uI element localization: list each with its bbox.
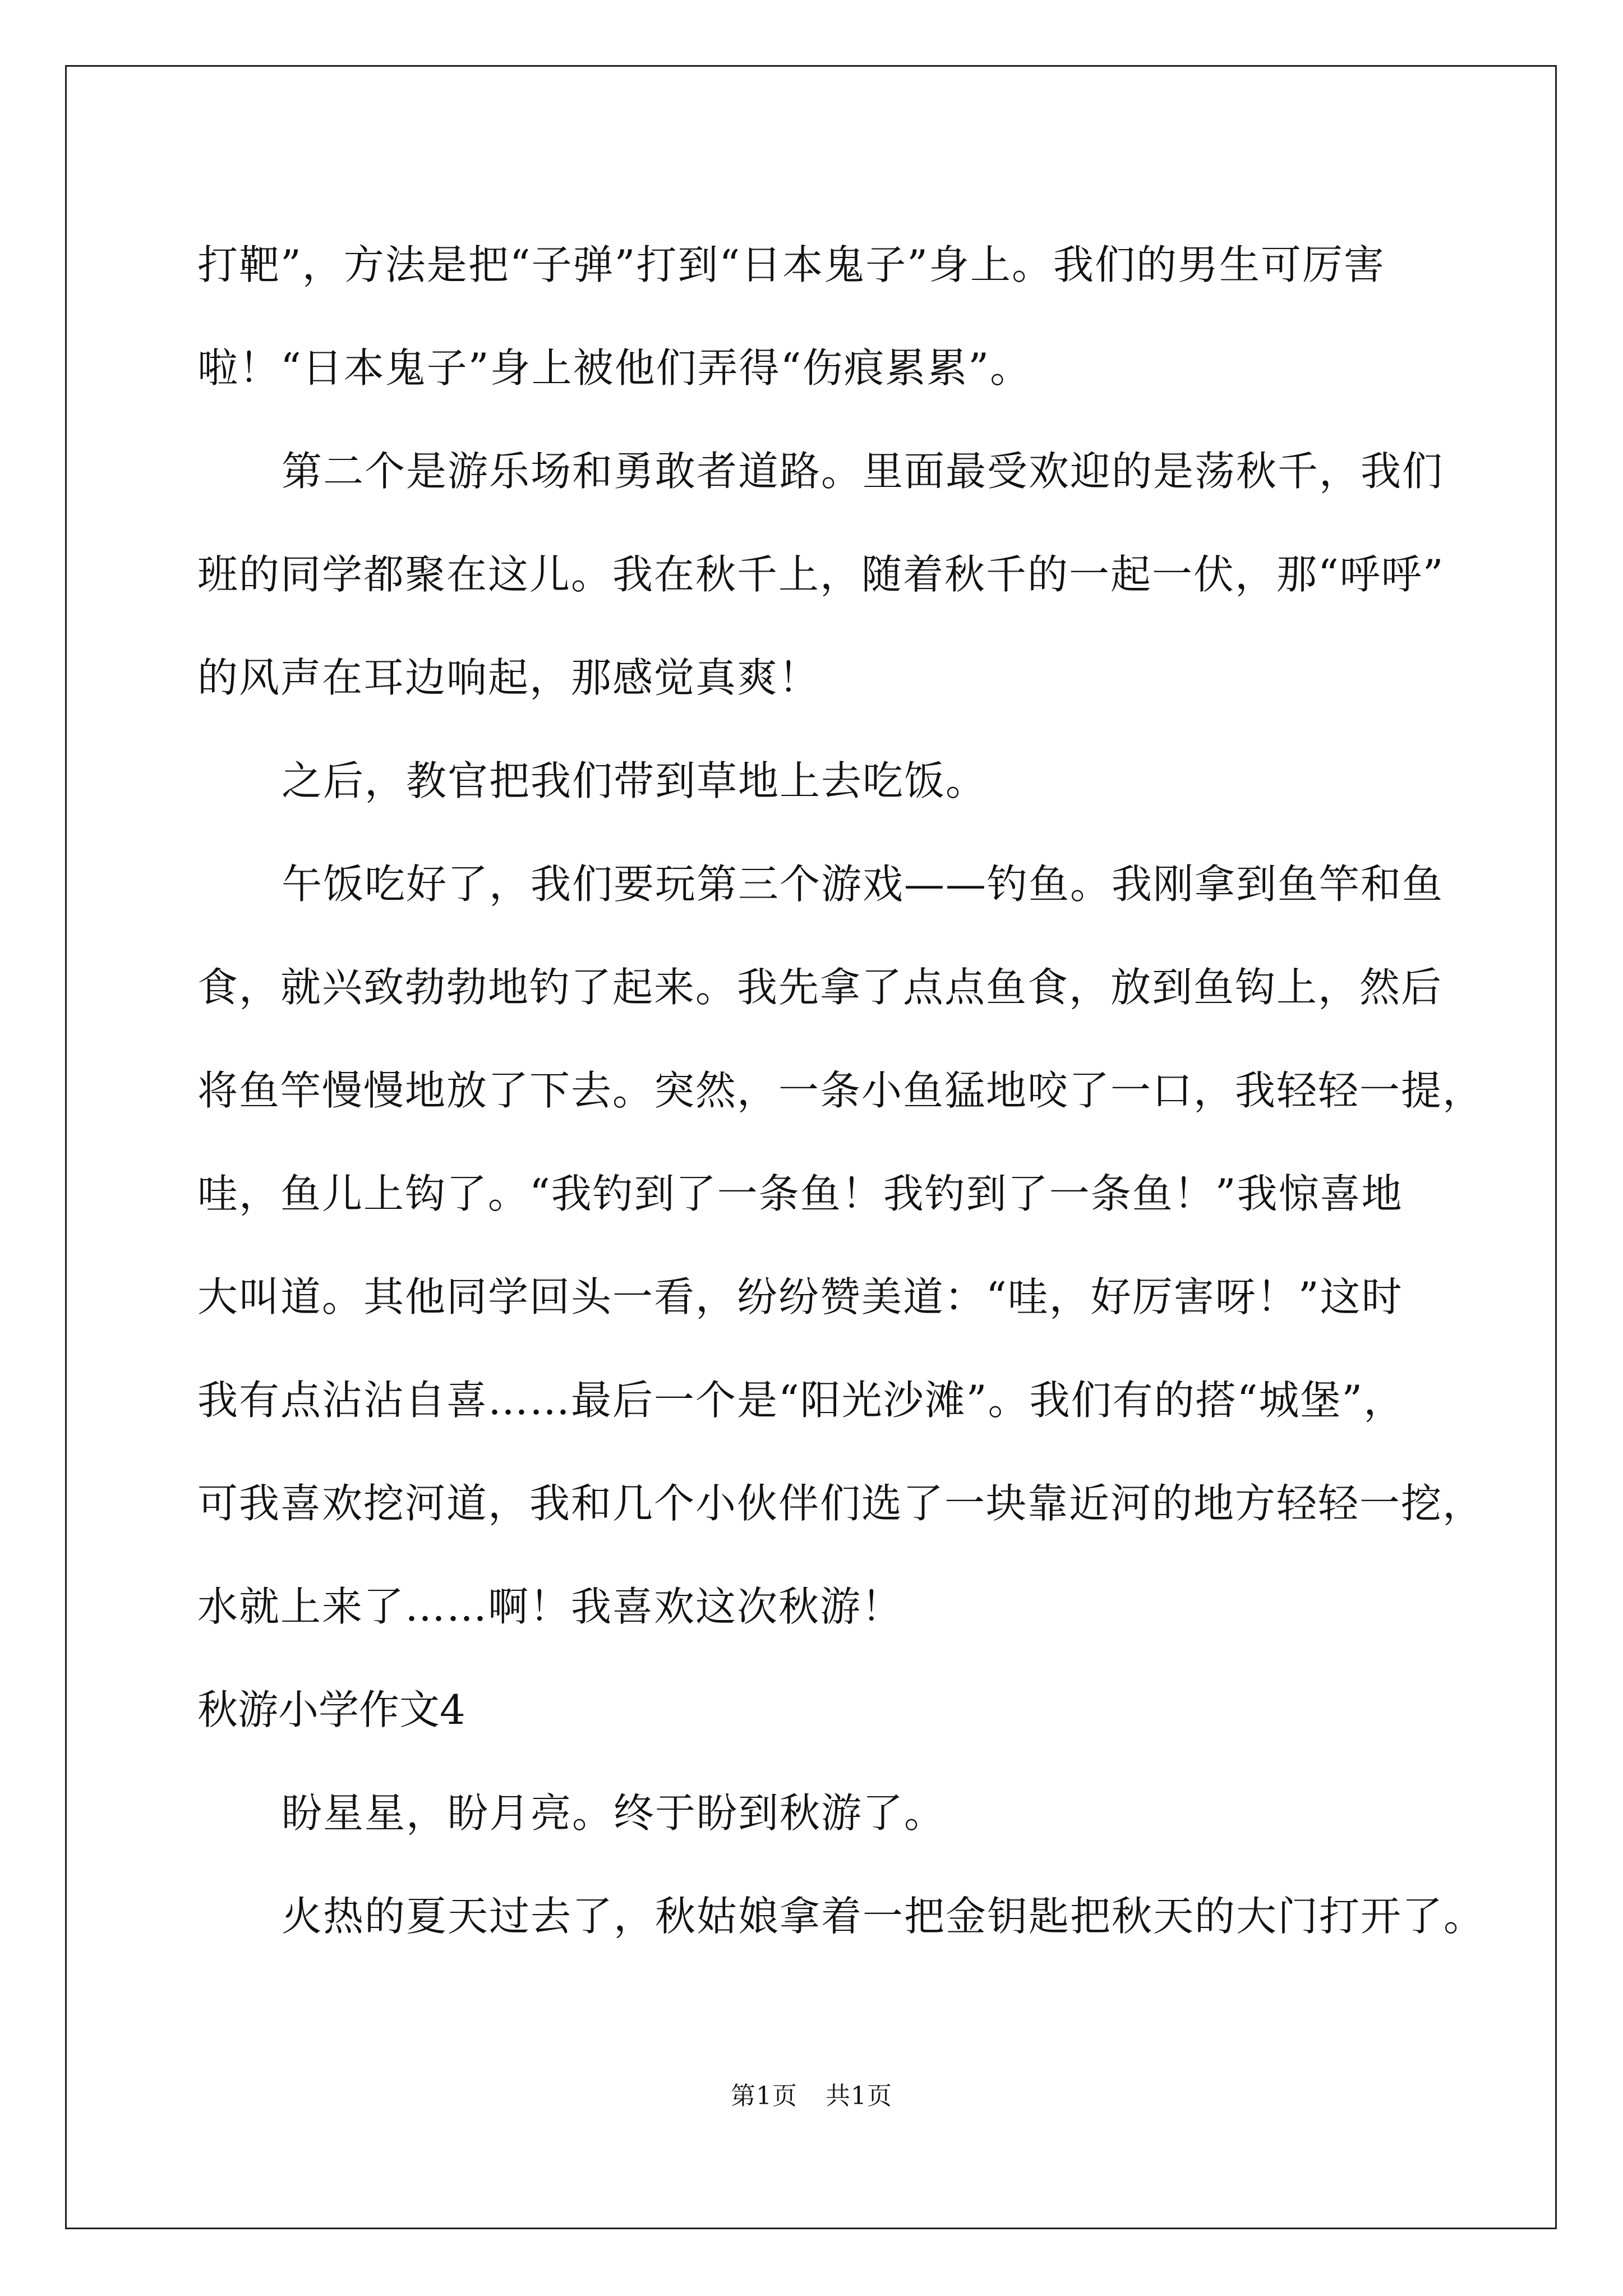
paragraph-line: 班的同学都聚在这儿。我在秋千上，随着秋千的一起一伏，那“呼呼”: [197, 551, 1445, 598]
paragraph-line: 第二个是游乐场和勇敢者道路。里面最受欢迎的是荡秋千，我们: [282, 448, 1444, 495]
paragraph-line: 啦！“日本鬼子”身上被他们弄得“伤痕累累”。: [197, 344, 1032, 392]
page-number: 第1页: [731, 2082, 797, 2110]
paragraph-line: 大叫道。其他同学回头一看，纷纷赞美道：“哇，好厉害呀！”这时: [197, 1273, 1403, 1320]
document-body: [197, 213, 1486, 1968]
paragraph-line: 打靶”，方法是把“子弹”打到“日本鬼子”身上。我们的男生可厉害: [197, 241, 1386, 288]
paragraph-line: 我有点沾沾自喜……最后一个是“阳光沙滩”。我们有的搭“城堡”，: [197, 1377, 1405, 1424]
section-heading: 秋游小学作文4: [197, 1686, 465, 1733]
page-total: 共1页: [826, 2082, 892, 2110]
page-footer: [0, 2076, 1623, 2111]
paragraph-line: 将鱼竿慢慢地放了下去。突然，一条小鱼猛地咬了一口，我轻轻一提，: [197, 1067, 1484, 1114]
paragraph-line: 可我喜欢挖河道，我和几个小伙伴们选了一块靠近河的地方轻轻一挖，: [197, 1480, 1484, 1527]
paragraph-line: 的风声在耳边响起，那感觉真爽！: [197, 654, 820, 701]
paragraph-line: 之后，教官把我们带到草地上去吃饭。: [282, 757, 988, 804]
paragraph-line: 午饭吃好了，我们要玩第三个游戏——钓鱼。我刚拿到鱼竿和鱼: [282, 861, 1444, 908]
paragraph-line: 火热的夏天过去了，秋姑娘拿着一把金钥匙把秋天的大门打开了。: [282, 1893, 1486, 1940]
paragraph-line: 哇，鱼儿上钩了。“我钓到了一条鱼！我钓到了一条鱼！”我惊喜地: [197, 1170, 1403, 1217]
paragraph-line: 食，就兴致勃勃地钓了起来。我先拿了点点鱼食，放到鱼钩上，然后: [197, 964, 1443, 1011]
paragraph-line: 盼星星，盼月亮。终于盼到秋游了。: [282, 1789, 946, 1837]
paragraph-line: 水就上来了……啊！我喜欢这次秋游！: [197, 1583, 903, 1630]
